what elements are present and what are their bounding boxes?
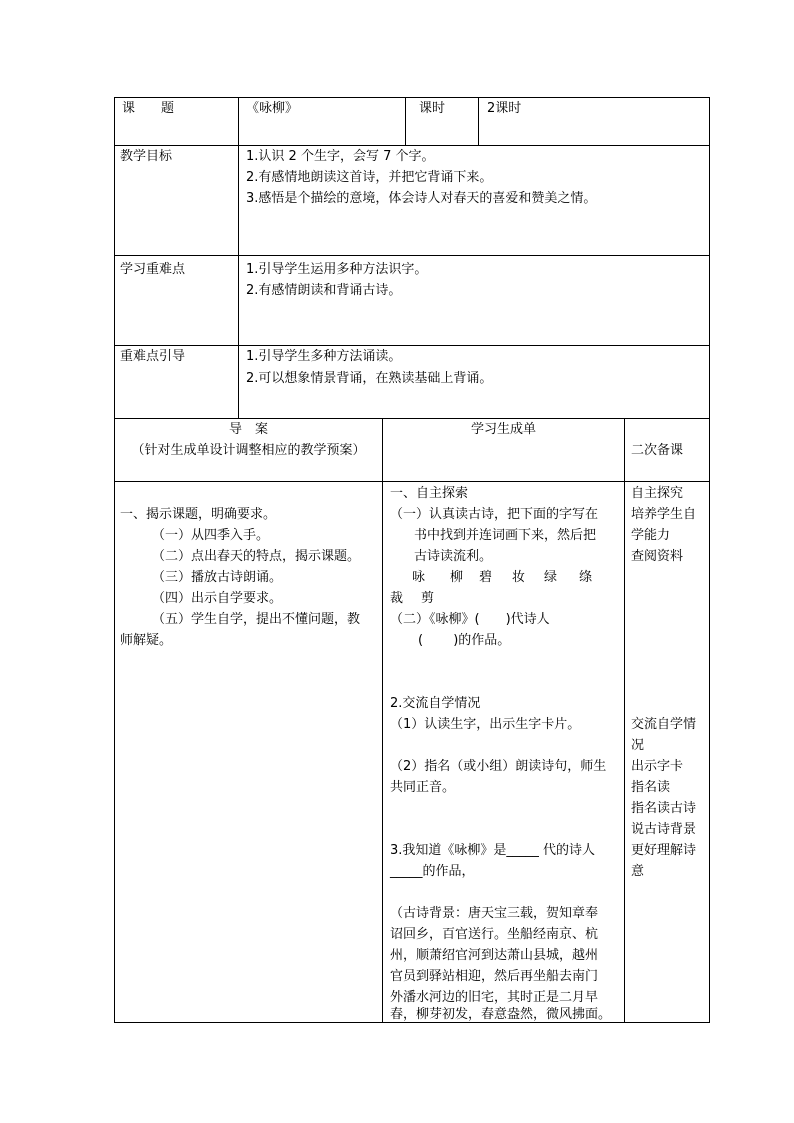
label-guidance: 重难点引导 [120,349,186,364]
lesson-plan-table [114,97,710,1023]
sheet-line: 书中找到并连词画下来，然后把 [414,528,597,543]
plan-item: （四）出示自学要求。 [152,591,283,606]
col-divider [405,98,406,145]
plan-column-title: 导 案 [228,422,268,437]
row-divider [115,255,710,256]
plan-item: （五）学生自学，提出不懂问题，教 [152,612,361,627]
plan-item-continued: 师解疑。 [120,633,173,648]
objective-item: 3.感悟是个描绘的意境，体会诗人对春天的喜爱和赞美之情。 [246,191,597,206]
sheet-line: （一）认真读古诗，把下面的字写在 [390,507,599,522]
sheet-line: （二）《咏柳》( )代诗人 [390,612,550,627]
guidance-item: 2.可以想象情景背诵，在熟读基础上背诵。 [246,371,493,386]
col-divider [624,418,625,1023]
char-item: 绿 [544,570,558,585]
sheet-line: 一、自主探索 [390,486,469,501]
background-line: 外潘水河边的旧宅，其时正是二月早 [390,990,599,1005]
row-divider [115,481,710,482]
difficulty-item: 1.引导学生运用多种方法识字。 [246,262,428,277]
background-line: 官员到驿站相迎，然后再坐船去南门 [390,969,599,984]
prep-note: 指名读 [631,780,671,795]
col-divider [382,418,383,1023]
sheet-line: 古诗读流利。 [414,549,493,564]
sheet-line: _____的作品， [390,864,475,879]
sheet-line: （2）指名（或小组）朗读诗句，师生 [390,759,607,774]
label-hours: 课时 [419,101,446,116]
prep-note: 况 [631,738,645,753]
char-item: 碧 [479,570,493,585]
sheet-section: 3.我知道《咏柳》是_____ 代的诗人 [390,843,596,858]
sheet-line: 共同正音。 [390,780,456,795]
sheet-line: （1）认读生字，出示生字卡片。 [390,717,581,732]
prep-note: 培养学生自 [631,507,697,522]
background-line: （古诗背景：唐天宝三载，贺知章奉 [390,906,599,921]
col-divider [238,98,239,418]
prep-note: 出示字卡 [631,759,684,774]
prep-note: 查阅资料 [631,549,684,564]
plan-column-subtitle: （针对生成单设计调整相应的教学预案） [131,443,366,458]
sheet-line: ( )的作品。 [418,633,511,648]
row-divider [115,345,710,346]
background-line: 州，顺萧绍官河到达萧山县城，越州 [390,948,599,963]
char-item: 妆 [512,570,526,585]
prep-note: 交流自学情 [631,717,697,732]
char-item: 剪 [421,591,435,606]
prep-note: 自主探究 [631,486,684,501]
plan-item: （三）播放古诗朗诵。 [152,570,283,585]
prep-note: 指名读古诗 [631,801,697,816]
background-line: 春，柳芽初发，春意盎然，微风拂面。 [390,1007,612,1022]
guidance-item: 1.引导学生多种方法诵读。 [246,349,402,364]
label-objectives: 教学目标 [120,149,173,164]
objective-item: 2.有感情地朗读这首诗，并把它背诵下来。 [246,170,493,185]
sheet-column-title: 学习生成单 [470,422,536,437]
plan-heading: 一、揭示课题，明确要求。 [120,507,277,522]
label-difficulties: 学习重难点 [120,262,186,277]
lesson-hours: 2课时 [487,101,522,116]
label-lesson-title: 课 题 [122,101,175,116]
prep-note: 意 [631,864,645,879]
plan-item: （二）点出春天的特点，揭示课题。 [152,549,361,564]
prep-column-title: 二次备课 [631,443,684,458]
char-item: 柳 [450,570,464,585]
char-item: 裁 [390,591,404,606]
plan-item: （一）从四季入手。 [152,528,270,543]
char-item: 绦 [579,570,593,585]
background-line: 诏回乡，百官送行。坐船经南京、杭 [390,927,599,942]
objective-item: 1.认识 2 个生字，会写 7 个字。 [246,149,435,164]
sheet-section: 2.交流自学情况 [390,696,481,711]
prep-note: 更好理解诗 [631,843,697,858]
col-divider [478,98,479,145]
prep-note: 学能力 [631,528,671,543]
difficulty-item: 2.有感情朗读和背诵古诗。 [246,283,402,298]
char-item: 咏 [412,570,426,585]
lesson-title: 《咏柳》 [246,101,299,116]
prep-note: 说古诗背景 [631,822,697,837]
